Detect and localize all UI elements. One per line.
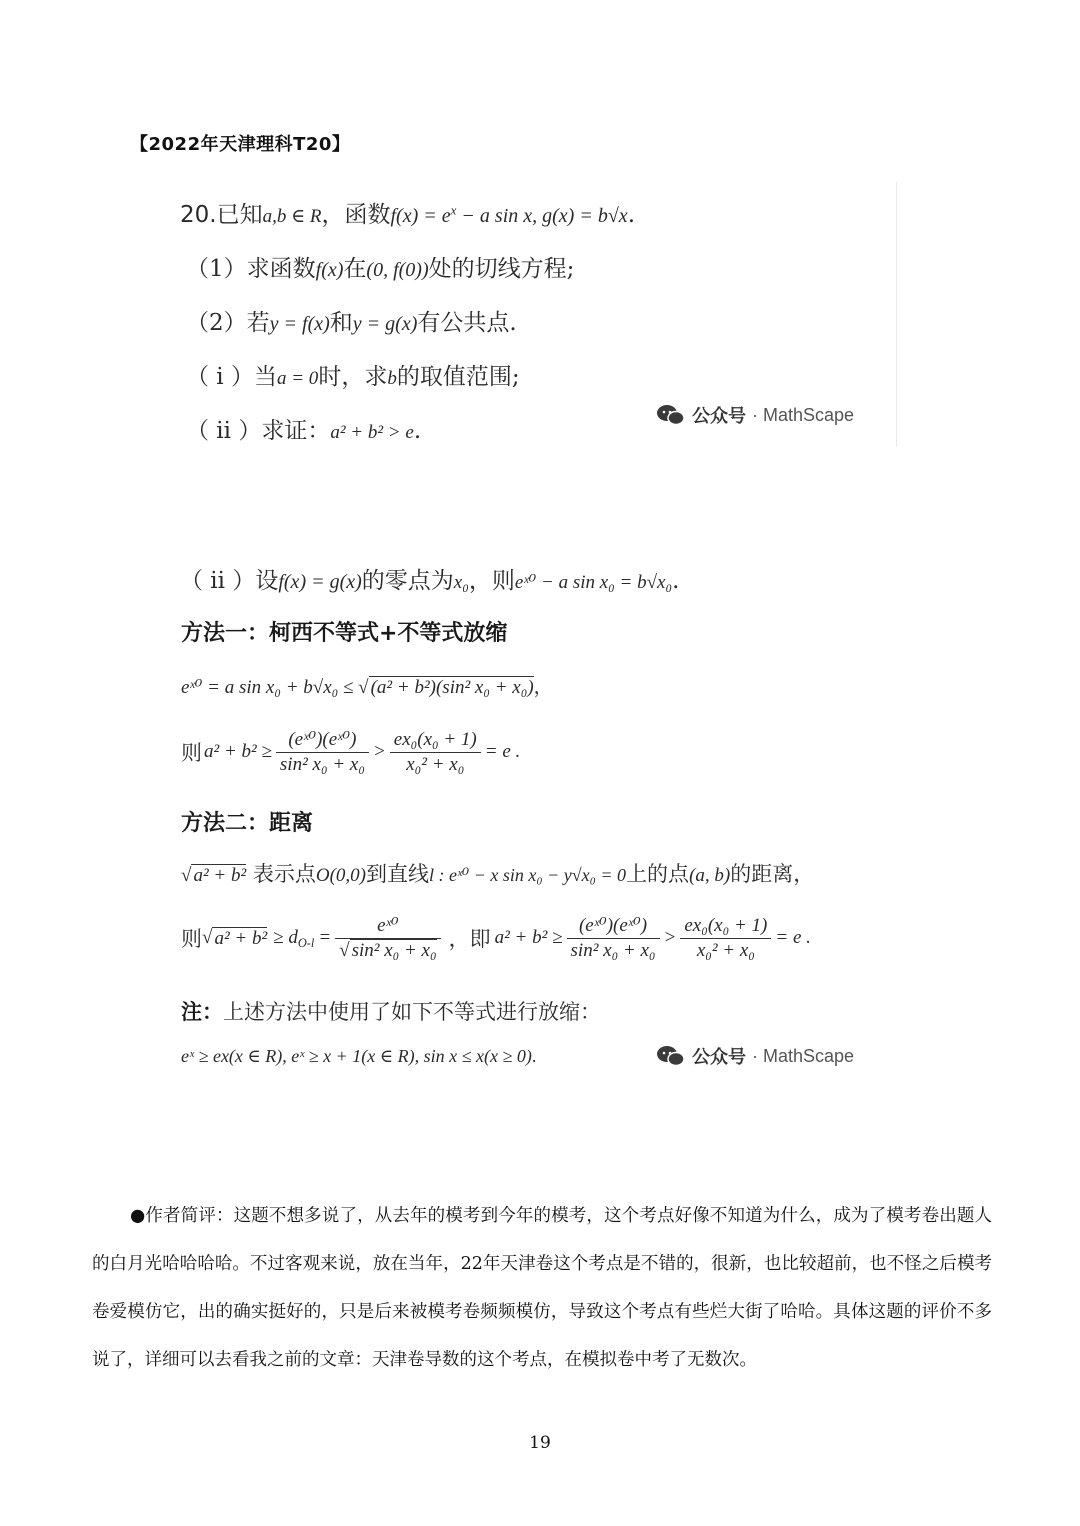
image-border: [896, 182, 897, 447]
method-2-title: 方法二：距离: [181, 811, 314, 836]
fraction: $\frac{\text{(eˣ⁰)(eˣ⁰)}}{\text{sin² x₀ + x₀}}$: [276, 728, 369, 776]
question-part-2-ii: （ ii ）求证：a² + b² > e.: [186, 418, 422, 444]
fraction: $\frac{\text{eˣ⁰}}{\text{√ sin² x₀ + x₀}}$: [335, 914, 440, 962]
solution-intro: （ ii ）设f(x) = g(x)的零点为x₀，则eˣ⁰ − a sin x₀ = b√x₀.: [180, 568, 680, 594]
method-2-line-2: 则 √ a² + b² ≥ d $_{O-l}$ = $\frac{\text{eˣ⁰}}{\text{√ sin² x₀ + x₀}}$ ，即 a² + b² ≥ $\frac{\text{(eˣ⁰)(eˣ⁰)}}{\text{sin² x₀ + x₀}}$ > $\frac{\text{ex₀(x₀ + 1)}}{\text{x₀² + x₀}}$ = e .: [181, 914, 811, 961]
note-inequalities: eˣ ≥ ex(x ∈ R), eˣ ≥ x + 1(x ∈ R), sin x ≤ x(x ≥ 0).: [181, 1046, 537, 1066]
fraction: $\frac{\text{ex₀(x₀ + 1)}}{\text{x₀² + x₀}}$: [390, 729, 481, 776]
fraction: $\frac{\text{ex₀(x₀ + 1)}}{\text{x₀² + x₀}}$: [680, 915, 771, 962]
wechat-icon: [656, 1044, 686, 1068]
watermark-brand: · MathScape: [752, 1045, 855, 1066]
method-1-title: 方法一：柯西不等式+不等式放缩: [181, 621, 508, 646]
watermark-label: 公众号: [692, 1047, 746, 1068]
watermark-brand: · MathScape: [752, 404, 855, 425]
stem-end: .: [627, 202, 635, 228]
method-1-line-2: 则 a² + b² ≥ $\frac{\text{(eˣ⁰)(eˣ⁰)}}{\text{sin² x₀ + x₀}}$ > $\frac{\text{ex₀(x₀ + 1)}}{\text{x₀² + x₀}}$ = e .: [181, 728, 521, 775]
watermark-label: 公众号: [692, 406, 746, 427]
wechat-icon: [656, 403, 686, 427]
stem-function: $f(x) = e^x - a$ sin x, g(x) = b√x: [390, 202, 628, 227]
question-stem: [180, 196, 635, 229]
note-line: 注：上述方法中使用了如下不等式进行放缩：: [181, 1000, 601, 1024]
stem-prefix: 20.已知: [180, 202, 263, 228]
author-comment: ●作者简评：这题不想多说了，从去年的模考到今年的模考，这个考点好像不知道为什么，成为了模考卷出题人的白月光哈哈哈哈。不过客观来说，放在当年，22年天津卷这个考点是不错的，很新，也比较超前，也不怪之后模考卷爱模仿它，出的确实挺好的，只是后来被模考卷频频模仿，导致这个考点有些烂大街了哈哈。具体这题的评价不多说了，详细可以去看我之前的文章：天津卷导数的这个考点，在模拟卷中考了无数次。: [92, 1206, 992, 1370]
stem-condition: a,b ∈ R: [262, 206, 322, 227]
watermark-top: [656, 402, 854, 428]
watermark-bottom: [656, 1043, 854, 1069]
method-2-line-1: √ a² + b² 表示点O(0,0)到直线l : eˣ⁰ − x sin x₀ − y√x₀ = 0上的点(a, b)的距离，: [181, 862, 815, 886]
fraction: $\frac{\text{(eˣ⁰)(eˣ⁰)}}{\text{sin² x₀ + x₀}}$: [567, 914, 660, 962]
section-header: 【2022年天津理科T20】: [130, 134, 351, 155]
question-part-1: （1）求函数f(x)在(0, f(0))处的切线方程;: [186, 256, 575, 282]
question-part-2: （2）若y = f(x)和y = g(x)有公共点.: [186, 310, 517, 336]
method-1-line-1: eˣ⁰ = a sin x₀ + b√x₀ ≤ √ (a² + b²)(sin² x₀ + x₀)，: [181, 677, 553, 698]
question-part-2-i: （ i ）当a = 0时，求b的取值范围;: [186, 364, 520, 390]
stem-mid: ，函数: [321, 202, 391, 228]
page-number: 19: [529, 1433, 551, 1453]
